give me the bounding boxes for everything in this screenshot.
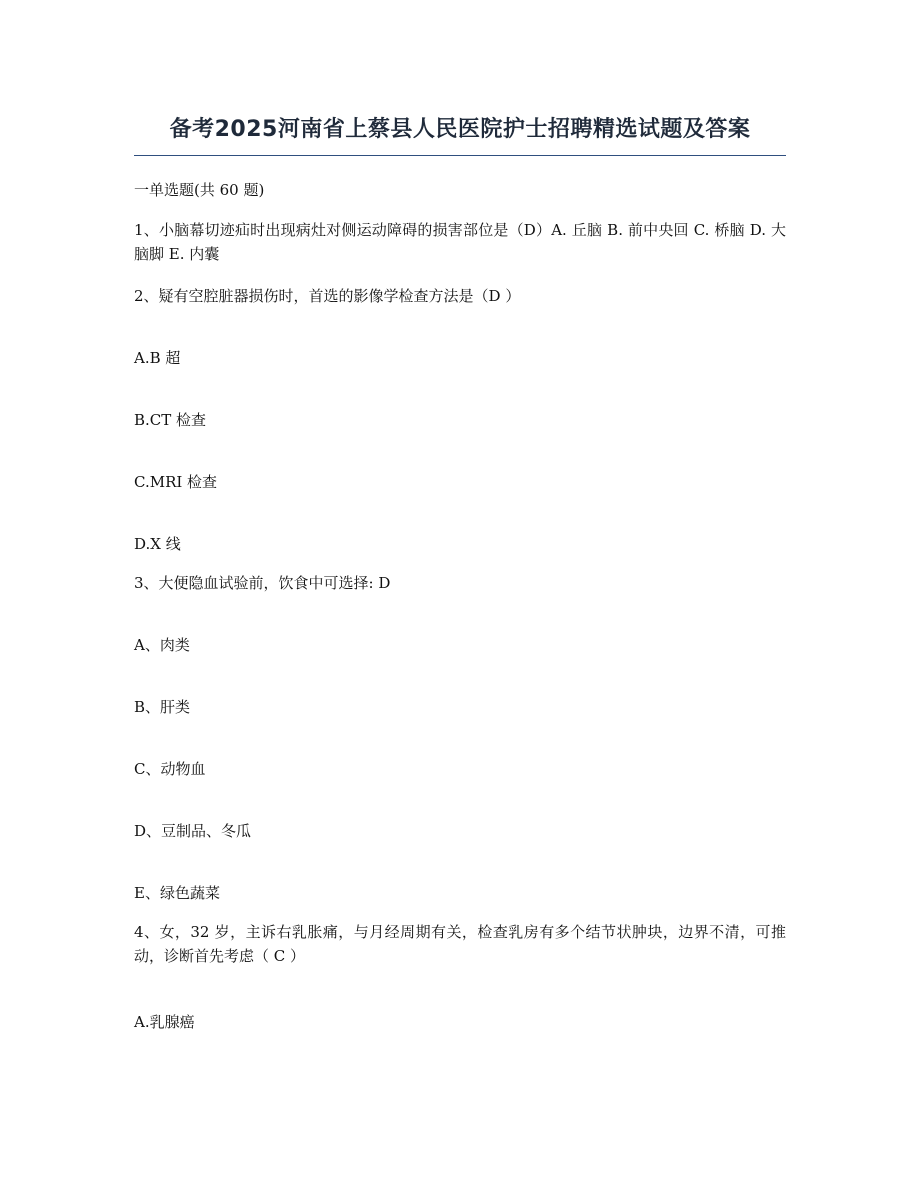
option-2c: C.MRI 检查 [134,473,218,491]
option-4a: A.乳腺癌 [134,1013,195,1031]
question-2: 2、疑有空腔脏器损伤时，首选的影像学检查方法是（D ） [134,287,521,305]
option-2b: B.CT 检查 [134,411,207,429]
option-2a: A.B 超 [134,349,181,367]
page-title: 备考2025河南省上蔡县人民医院护士招聘精选试题及答案 [169,117,751,142]
option-2d: D.X 线 [134,535,181,553]
title-divider [134,155,786,156]
option-3b: B、肝类 [134,698,191,716]
option-3c: C、动物血 [134,760,206,778]
section-header: 一单选题(共 60 题) [134,181,265,199]
option-3e: E、绿色蔬菜 [134,884,220,902]
question-3: 3、大便隐血试验前，饮食中可选择: D [134,574,391,592]
question-1: 1、小脑幕切迹疝时出现病灶对侧运动障碍的损害部位是（D）A. 丘脑 B. 前中央回 C. 桥脑 D. 大脑脚 E. 内囊 [134,221,786,263]
question-4: 4、女，32 岁，主诉右乳胀痛，与月经周期有关，检查乳房有多个结节状肿块，边界不清，可推动，诊断首先考虑（ C ） [134,923,786,965]
option-3a: A、肉类 [134,636,190,654]
option-3d: D、豆制品、冬瓜 [134,822,252,840]
